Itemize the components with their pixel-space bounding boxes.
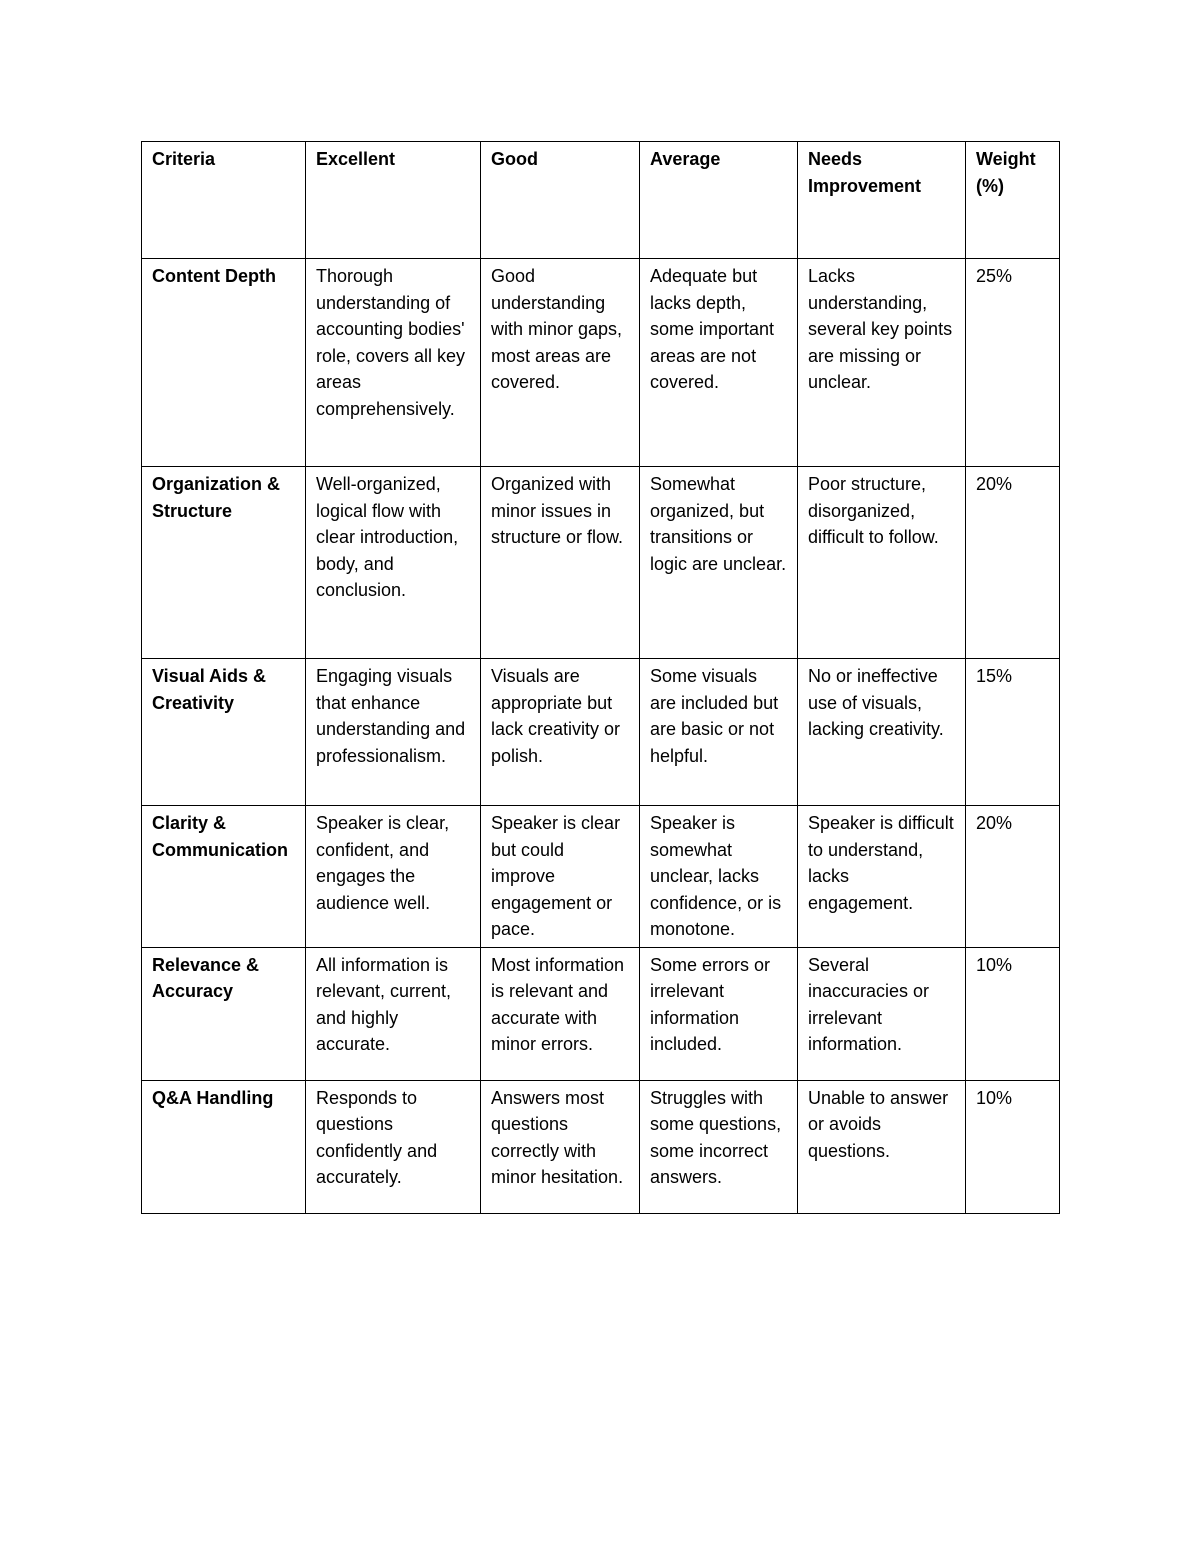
criteria-cell: Q&A Handling <box>142 1080 306 1213</box>
header-criteria: Criteria <box>142 142 306 259</box>
weight-cell: 10% <box>966 947 1060 1080</box>
excellent-cell: Responds to questions confidently and accurately. <box>306 1080 481 1213</box>
needs-improvement-cell: Unable to answer or avoids questions. <box>798 1080 966 1213</box>
rubric-table <box>141 141 1060 1214</box>
good-cell: Speaker is clear but could improve engagement or pace. <box>481 806 640 948</box>
good-cell: Good understanding with minor gaps, most areas are covered. <box>481 259 640 467</box>
excellent-cell: Well-organized, logical flow with clear introduction, body, and conclusion. <box>306 467 481 659</box>
average-cell: Speaker is somewhat unclear, lacks confidence, or is monotone. <box>640 806 798 948</box>
good-cell: Visuals are appropriate but lack creativity or polish. <box>481 659 640 806</box>
excellent-cell: Thorough understanding of accounting bodies' role, covers all key areas comprehensively. <box>306 259 481 467</box>
good-cell: Answers most questions correctly with minor hesitation. <box>481 1080 640 1213</box>
table-header-row <box>142 142 1060 259</box>
weight-cell: 20% <box>966 806 1060 948</box>
excellent-cell: Engaging visuals that enhance understanding and professionalism. <box>306 659 481 806</box>
average-cell: Struggles with some questions, some incorrect answers. <box>640 1080 798 1213</box>
needs-improvement-cell: No or ineffective use of visuals, lacking creativity. <box>798 659 966 806</box>
table-row <box>142 947 1060 1080</box>
header-excellent: Excellent <box>306 142 481 259</box>
excellent-cell: Speaker is clear, confident, and engages the audience well. <box>306 806 481 948</box>
table-row <box>142 1080 1060 1213</box>
criteria-cell: Content Depth <box>142 259 306 467</box>
header-weight: Weight (%) <box>966 142 1060 259</box>
criteria-cell: Organization & Structure <box>142 467 306 659</box>
criteria-cell: Relevance & Accuracy <box>142 947 306 1080</box>
criteria-cell: Visual Aids & Creativity <box>142 659 306 806</box>
excellent-cell: All information is relevant, current, and highly accurate. <box>306 947 481 1080</box>
table-row <box>142 659 1060 806</box>
weight-cell: 20% <box>966 467 1060 659</box>
needs-improvement-cell: Poor structure, disorganized, difficult to follow. <box>798 467 966 659</box>
header-good: Good <box>481 142 640 259</box>
average-cell: Some visuals are included but are basic or not helpful. <box>640 659 798 806</box>
needs-improvement-cell: Lacks understanding, several key points are missing or unclear. <box>798 259 966 467</box>
table-row <box>142 259 1060 467</box>
header-needs-improvement: Needs Improvement <box>798 142 966 259</box>
good-cell: Organized with minor issues in structure or flow. <box>481 467 640 659</box>
weight-cell: 10% <box>966 1080 1060 1213</box>
good-cell: Most information is relevant and accurate with minor errors. <box>481 947 640 1080</box>
weight-cell: 15% <box>966 659 1060 806</box>
criteria-cell: Clarity & Communication <box>142 806 306 948</box>
weight-cell: 25% <box>966 259 1060 467</box>
average-cell: Adequate but lacks depth, some important areas are not covered. <box>640 259 798 467</box>
average-cell: Somewhat organized, but transitions or logic are unclear. <box>640 467 798 659</box>
needs-improvement-cell: Several inaccuracies or irrelevant information. <box>798 947 966 1080</box>
average-cell: Some errors or irrelevant information included. <box>640 947 798 1080</box>
table-row <box>142 467 1060 659</box>
needs-improvement-cell: Speaker is difficult to understand, lacks engagement. <box>798 806 966 948</box>
table-row <box>142 806 1060 948</box>
header-average: Average <box>640 142 798 259</box>
